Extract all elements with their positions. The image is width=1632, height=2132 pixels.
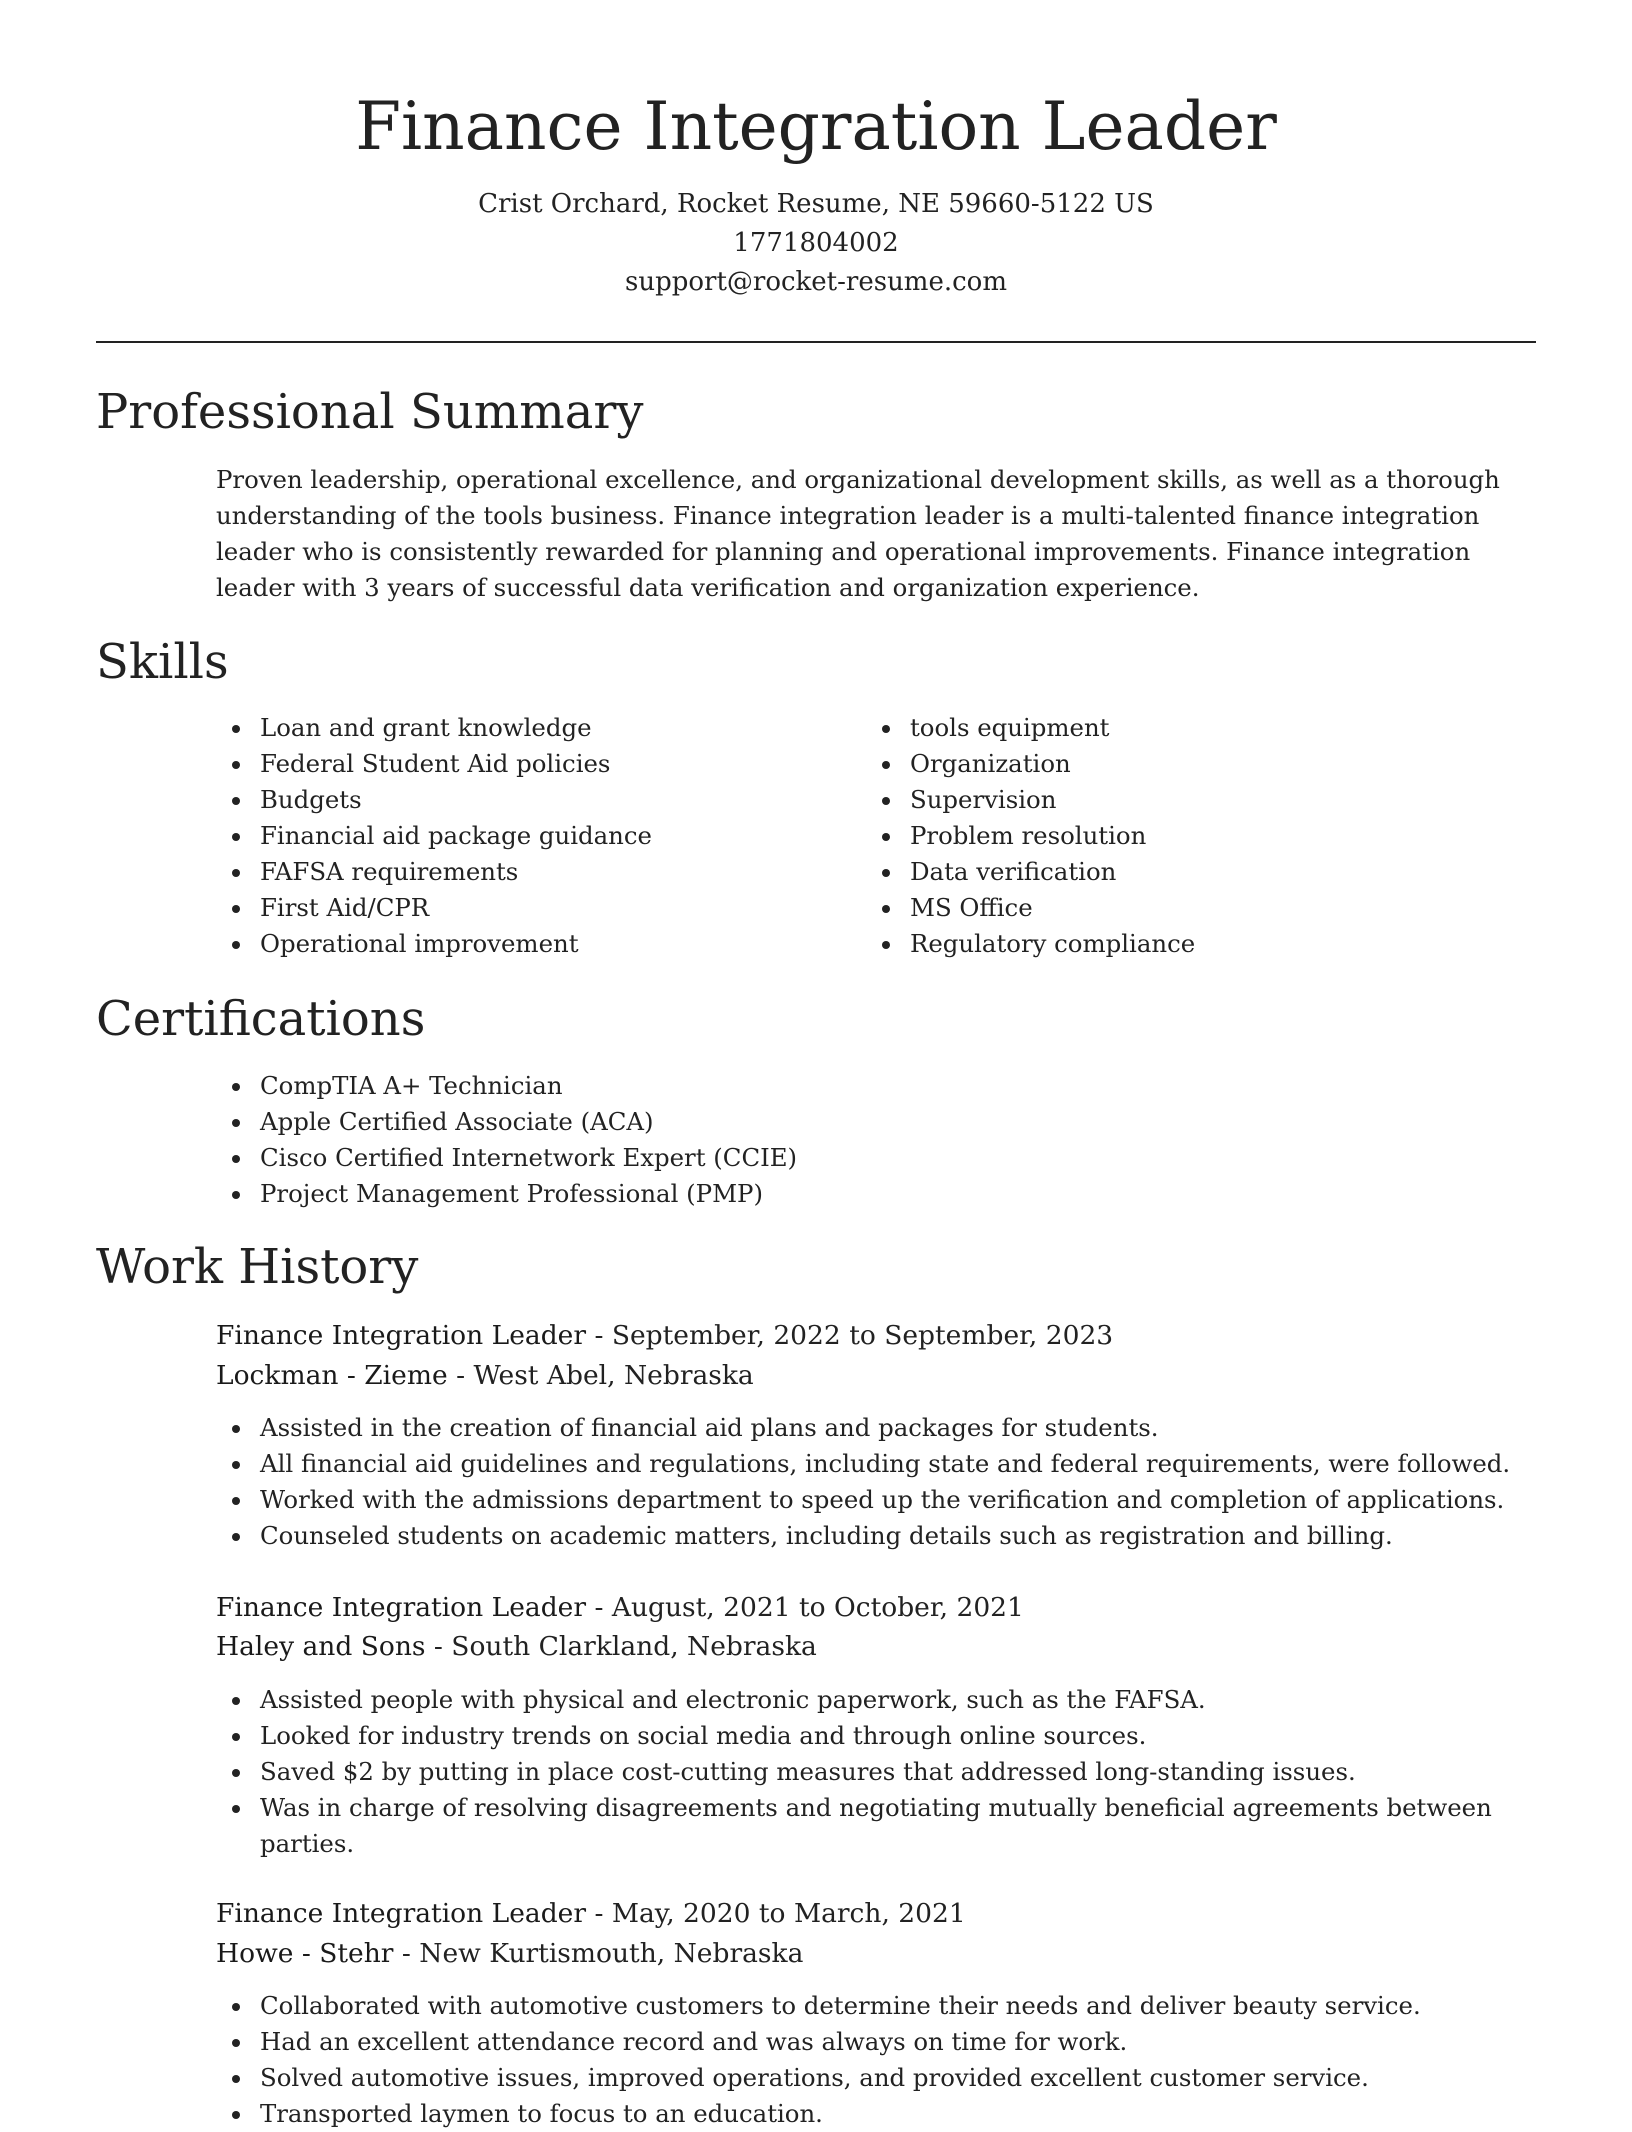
job-role: Finance Integration Leader <box>216 1592 587 1623</box>
contact-email: support@rocket-resume.com <box>624 267 1007 297</box>
job-dates: - May, 2020 to March, 2021 <box>586 1898 966 1929</box>
contact-address: Crist Orchard, Rocket Resume, NE 59660-5122 US <box>478 189 1154 219</box>
certification-item: CompTIA A+ Technician <box>216 1068 1516 1104</box>
resume-header <box>0 82 1632 302</box>
job-duty-item: Saved $2 by putting in place cost-cutting measures that addressed long-standing issues. <box>216 1754 1506 1790</box>
skill-item: tools equipment <box>866 710 1466 746</box>
job-location: - New Kurtismouth, Nebraska <box>393 1938 804 1969</box>
skill-item: Federal Student Aid policies <box>216 746 816 782</box>
job-duty-item: Collaborated with automotive customers to determine their needs and deliver beauty service. <box>216 1988 1546 2024</box>
job-employer-line <box>216 1356 754 1395</box>
skill-item: Regulatory compliance <box>866 926 1466 962</box>
job-duty-item: Looked for industry trends on social media and through online sources. <box>216 1718 1506 1754</box>
contact-info <box>0 185 1632 302</box>
job-duty-item: Counseled students on academic matters, including details such as registration and billing. <box>216 1518 1546 1554</box>
job-duty-item: Solved automotive issues, improved operations, and provided excellent customer service. <box>216 2060 1546 2096</box>
job-company: Haley and Sons <box>216 1631 426 1662</box>
skills-list-left <box>216 710 816 962</box>
job-dates: - September, 2022 to September, 2023 <box>586 1320 1114 1351</box>
skill-item: Organization <box>866 746 1466 782</box>
job-duty-item: Assisted in the creation of financial aid plans and packages for students. <box>216 1410 1546 1446</box>
job-duties-list <box>216 1682 1506 1862</box>
job-role: Finance Integration Leader <box>216 1898 587 1929</box>
job-employer-line <box>216 1934 803 1973</box>
job-title-line <box>216 1894 966 1933</box>
job-duty-item: Transported laymen to focus to an education. <box>216 2096 1546 2132</box>
skill-item: FAFSA requirements <box>216 854 816 890</box>
certifications-list <box>216 1068 1516 1212</box>
job-title-line <box>216 1316 1113 1355</box>
summary-text: Proven leadership, operational excellence, and organizational development skills, as well as a thorough understanding of the tools business. Finance integration leader is a multi-talented finance integration leader who is consistently rewarded for planning and operational improvements. Finance integration leader with 3 years of successful data verification and organization experience. <box>216 465 1500 602</box>
job-location: - West Abel, Nebraska <box>447 1360 754 1391</box>
job-duty-item: Assisted people with physical and electronic paperwork, such as the FAFSA. <box>216 1682 1506 1718</box>
job-title-line <box>216 1588 1024 1627</box>
job-company: Lockman - Zieme <box>216 1360 448 1391</box>
certification-item: Project Management Professional (PMP) <box>216 1176 1516 1212</box>
job-duties-list <box>216 1988 1546 2132</box>
skill-item: Loan and grant knowledge <box>216 710 816 746</box>
skill-item: Problem resolution <box>866 818 1466 854</box>
job-company: Howe - Stehr <box>216 1938 394 1969</box>
skills-list-right <box>866 710 1466 962</box>
skill-item: Supervision <box>866 782 1466 818</box>
job-duty-item: All financial aid guidelines and regulations, including state and federal requirements, were followed. <box>216 1446 1546 1482</box>
certification-item: Apple Certified Associate (ACA) <box>216 1104 1516 1140</box>
skill-item: First Aid/CPR <box>216 890 816 926</box>
work-history-heading: Work History <box>96 1239 419 1295</box>
skill-item: MS Office <box>866 890 1466 926</box>
job-duty-item: Had an excellent attendance record and was always on time for work. <box>216 2024 1546 2060</box>
job-dates: - August, 2021 to October, 2021 <box>586 1592 1024 1623</box>
skill-item: Operational improvement <box>216 926 816 962</box>
contact-phone: 1771804002 <box>733 228 899 258</box>
summary-heading: Professional Summary <box>96 384 644 440</box>
job-role: Finance Integration Leader <box>216 1320 587 1351</box>
job-duty-item: Worked with the admissions department to speed up the verification and completion of applications. <box>216 1482 1546 1518</box>
job-duties-list <box>216 1410 1546 1554</box>
skill-item: Data verification <box>866 854 1466 890</box>
skills-heading: Skills <box>96 634 229 690</box>
skill-item: Financial aid package guidance <box>216 818 816 854</box>
job-employer-line <box>216 1627 817 1666</box>
header-divider <box>96 341 1536 343</box>
certification-item: Cisco Certified Internetwork Expert (CCIE) <box>216 1140 1516 1176</box>
job-location: - South Clarkland, Nebraska <box>425 1631 817 1662</box>
job-duty-item: Was in charge of resolving disagreements and negotiating mutually beneficial agreements between parties. <box>216 1790 1506 1862</box>
candidate-name: Finance Integration Leader <box>355 88 1277 165</box>
certifications-heading: Certifications <box>96 991 426 1047</box>
skill-item: Budgets <box>216 782 816 818</box>
